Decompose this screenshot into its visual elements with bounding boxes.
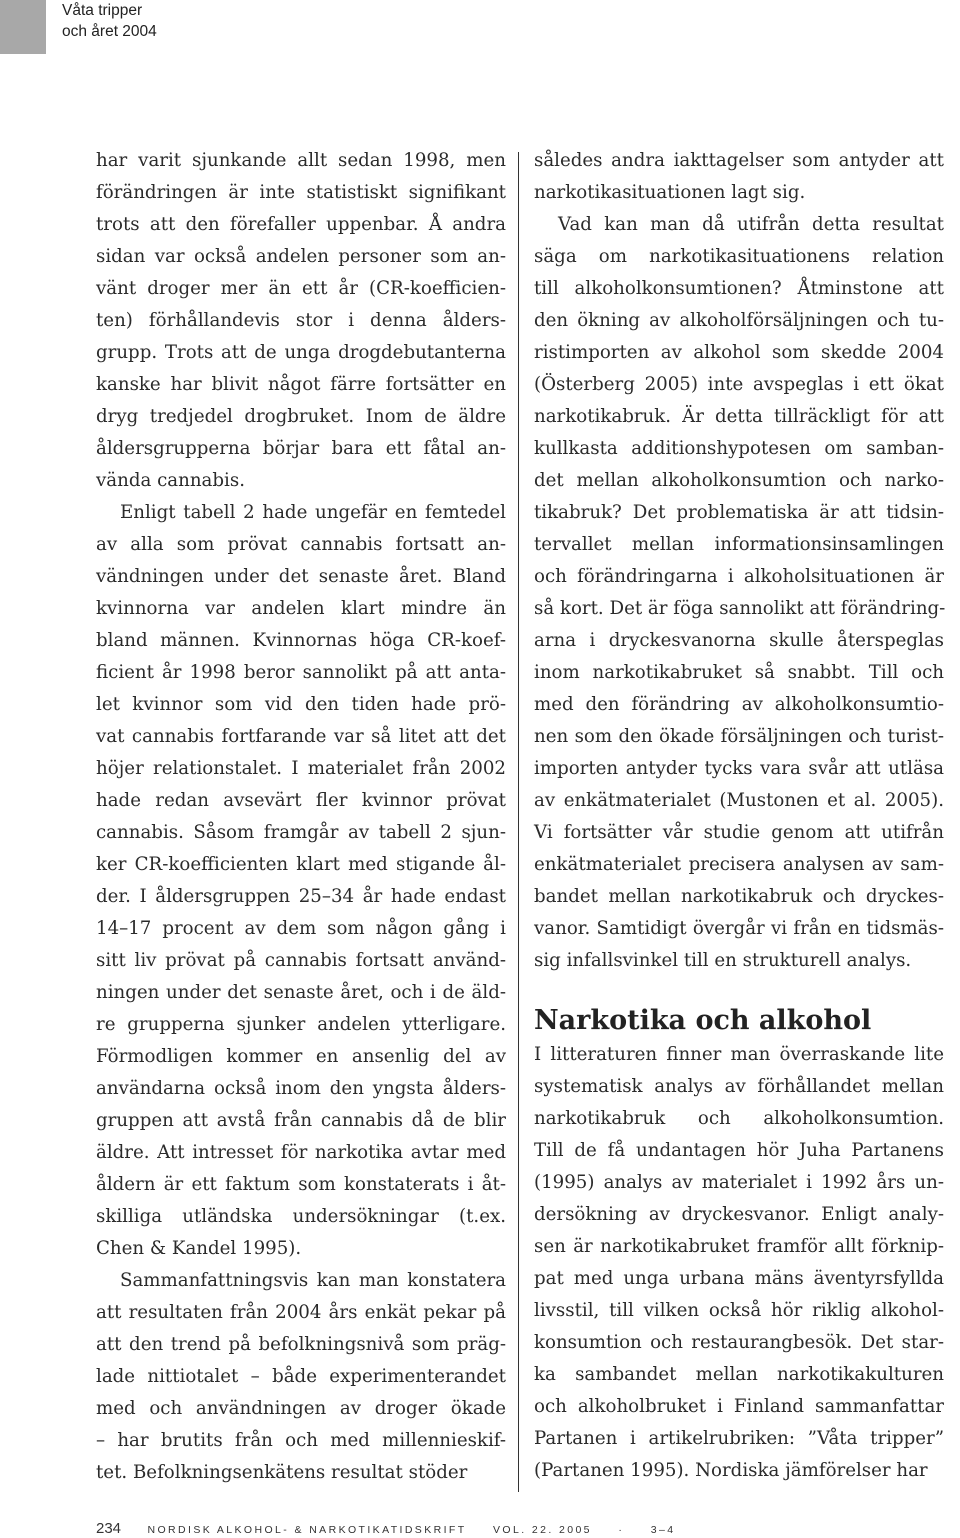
text-line: användarna också inom den yngsta ålders-	[96, 1078, 506, 1099]
right-text-column	[534, 145, 944, 1487]
text-line: den ökning av alkoholförsäljningen och tu-	[534, 310, 944, 331]
running-title-line1: Våta tripper	[62, 2, 143, 19]
text-line: nen som den ökade försäljningen och turist-	[534, 726, 944, 747]
text-line: vändningen under det senaste året. Bland	[96, 566, 506, 587]
journal-volume: VOL. 22. 2005	[493, 1524, 592, 1536]
text-line: att resultaten från 2004 års enkät pekar på	[96, 1302, 506, 1323]
text-line: av alla som prövat cannabis fortsatt an-	[96, 534, 506, 555]
text-line: trots att den förefaller uppenbar. Å andra	[96, 214, 506, 235]
text-line: konsumtion och restaurangbesök. Det star-	[534, 1332, 944, 1353]
text-line: åldern är ett faktum som konstaterats i åt-	[96, 1174, 506, 1195]
text-line: så kort. Det är föga sannolikt att förändring-	[534, 598, 946, 619]
text-line: pat med unga urbana mäns äventyrsfyllda	[534, 1268, 944, 1289]
text-line: bland männen. Kvinnornas höga CR-koef-	[96, 630, 506, 651]
text-line: – har brutits från och med millennieskif-	[96, 1430, 506, 1451]
text-line: ka sambandet mellan narkotikakulturen	[534, 1364, 944, 1385]
text-line: det mellan alkoholkonsumtion och narko-	[534, 470, 944, 491]
text-line: ningen under det senaste året, och i de äld-	[96, 982, 506, 1003]
left-text-column	[96, 145, 506, 1489]
text-line: med den förändring av alkoholkonsumtio-	[534, 694, 944, 715]
text-line: dersökning av dryckesvanor. Enligt analy-	[534, 1204, 944, 1225]
text-line: importen antyder tycks vara svår att utläsa	[534, 758, 944, 779]
text-line: höjer relationstalet. I materialet från 2002	[96, 758, 506, 779]
text-line: ker CR-koefficienten klart med stigande ål-	[96, 854, 506, 875]
text-line: säga om narkotikasituationens relation	[534, 246, 944, 267]
text-line: systematisk analys av förhållandet mellan	[534, 1076, 944, 1097]
text-line: (1995) analys av materialet i 1992 års un-	[534, 1172, 944, 1193]
text-line: narkotikabruk och alkoholkonsumtion.	[534, 1108, 944, 1129]
right-column-top	[534, 145, 944, 977]
text-line: Förmodligen kommer en ansenlig del av	[96, 1046, 506, 1067]
text-line: således andra iakttagelser som antyder att	[534, 150, 944, 171]
text-line: narkotikabruk. Är detta tillräckligt för att	[534, 406, 944, 427]
text-line: (Partanen 1995). Nordiska jämförelser har	[534, 1460, 928, 1481]
text-line: enkätmaterialet precisera analysen av sam-	[534, 854, 944, 875]
text-line: (Österberg 2005) inte avspeglas i ett ökat	[534, 374, 944, 395]
text-line: tet. Befolkningsenkätens resultat stöder	[96, 1462, 468, 1483]
text-line: vat cannabis fortfarande var så litet att det	[96, 726, 506, 747]
text-line: sen är narkotikabruket framför allt förknip-	[534, 1236, 944, 1257]
text-line: kvinnorna var andelen klart mindre än	[96, 598, 506, 619]
text-line: Sammanfattningsvis kan man konstatera	[120, 1270, 506, 1291]
text-line: Till de få undantagen hör Juha Partanens	[534, 1140, 944, 1161]
right-column-bottom	[534, 1039, 944, 1487]
text-line: sitt liv prövat på cannabis fortsatt använd-	[96, 950, 506, 971]
text-line: vänt droger mer än ett år (CR-koefficien-	[96, 278, 506, 299]
page-footer	[96, 1520, 675, 1538]
text-line: av enkätmaterialet (Mustonen et al. 2005).	[534, 790, 944, 811]
text-line: ristimporten av alkohol som skedde 2004	[534, 342, 944, 363]
text-line: Vad kan man då utifrån detta resultat	[558, 214, 944, 235]
text-line: let kvinnor som vid den tiden hade prö-	[96, 694, 506, 715]
text-line: har varit sjunkande allt sedan 1998, men	[96, 150, 506, 171]
page-number: 234	[96, 1520, 122, 1537]
text-line: ficient år 1998 beror sannolikt på att anta-	[96, 662, 506, 683]
text-line: förändringen är inte statistiskt signifikant	[96, 182, 506, 203]
text-line: hade redan avsevärt fler kvinnor prövat	[96, 790, 506, 811]
text-line: sig infallsvinkel till en strukturell analys.	[534, 950, 912, 971]
journal-issue: 3–4	[650, 1524, 676, 1536]
text-line: vanor. Samtidigt övergår vi från en tidsmäs-	[534, 918, 944, 939]
header-grey-box	[0, 0, 46, 54]
text-line: re grupperna sjunker andelen ytterligare.	[96, 1014, 506, 1035]
text-line: livsstil, till vilken också hör riklig alkohol-	[534, 1300, 944, 1321]
text-line: att den trend på befolkningsnivå som präg-	[96, 1334, 506, 1355]
text-line: tervallet mellan informationsinsamlingen	[534, 534, 944, 555]
text-line: der. I åldersgruppen 25–34 år hade endast	[96, 886, 506, 907]
text-line: cannabis. Såsom framgår av tabell 2 sjun-	[96, 822, 506, 843]
text-line: Partanen i artikelrubriken: ”Våta tripper”	[534, 1428, 944, 1449]
text-line: lade nittiotalet – både experimenterandet	[96, 1366, 506, 1387]
text-line: och förändringarna i alkoholsituationen är	[534, 566, 944, 587]
text-line: dryg tredjedel drogbruket. Inom de äldre	[96, 406, 506, 427]
running-head	[62, 0, 157, 42]
text-line: vända cannabis.	[96, 470, 245, 491]
text-line: 14–17 procent av dem som någon gång i	[96, 918, 506, 939]
text-line: Vi fortsätter vår studie genom att utifrån	[534, 822, 944, 843]
footer-separator: ·	[618, 1524, 625, 1536]
text-line: skilliga utländska undersökningar (t.ex.	[96, 1206, 506, 1227]
journal-name: NORDISK ALKOHOL- & NARKOTIKATIDSKRIFT	[147, 1524, 467, 1536]
text-line: gruppen att avstå från cannabis då de blir	[96, 1110, 506, 1131]
text-line: till alkoholkonsumtionen? Åtminstone att	[534, 278, 944, 299]
text-line: I litteraturen finner man överraskande lite	[534, 1044, 944, 1065]
text-line: kullkasta additionshypotesen om samban-	[534, 438, 944, 459]
text-line: tikabruk? Det problematiska är att tidsin-	[534, 502, 944, 523]
text-line: bandet mellan narkotikabruk och dryckes-	[534, 886, 944, 907]
column-divider	[518, 152, 519, 1492]
text-line: arna i dryckesvanorna skulle återspeglas	[534, 630, 944, 651]
text-line: kanske har blivit något färre fortsätter en	[96, 374, 506, 395]
text-line: och alkoholbruket i Finland sammanfattar	[534, 1396, 944, 1417]
text-line: grupp. Trots att de unga drogdebutanterna	[96, 342, 506, 363]
text-line: med och användningen av droger ökade	[96, 1398, 506, 1419]
text-line: äldre. Att intresset för narkotika avtar med	[96, 1142, 506, 1163]
text-line: narkotikasituationen lagt sig.	[534, 182, 806, 203]
text-line: ten) förhållandevis stor i denna ålders-	[96, 310, 506, 331]
text-line: sidan var också andelen personer som an-	[96, 246, 506, 267]
text-line: inom narkotikabruket så snabbt. Till och	[534, 662, 944, 683]
running-title-line2: och året 2004	[62, 23, 157, 40]
text-line: Chen & Kandel 1995).	[96, 1238, 302, 1259]
text-line: Enligt tabell 2 hade ungefär en femtedel	[120, 502, 506, 523]
text-line: åldersgrupperna börjar bara ett fåtal an-	[96, 438, 506, 459]
section-heading: Narkotika och alkohol	[534, 1005, 872, 1036]
